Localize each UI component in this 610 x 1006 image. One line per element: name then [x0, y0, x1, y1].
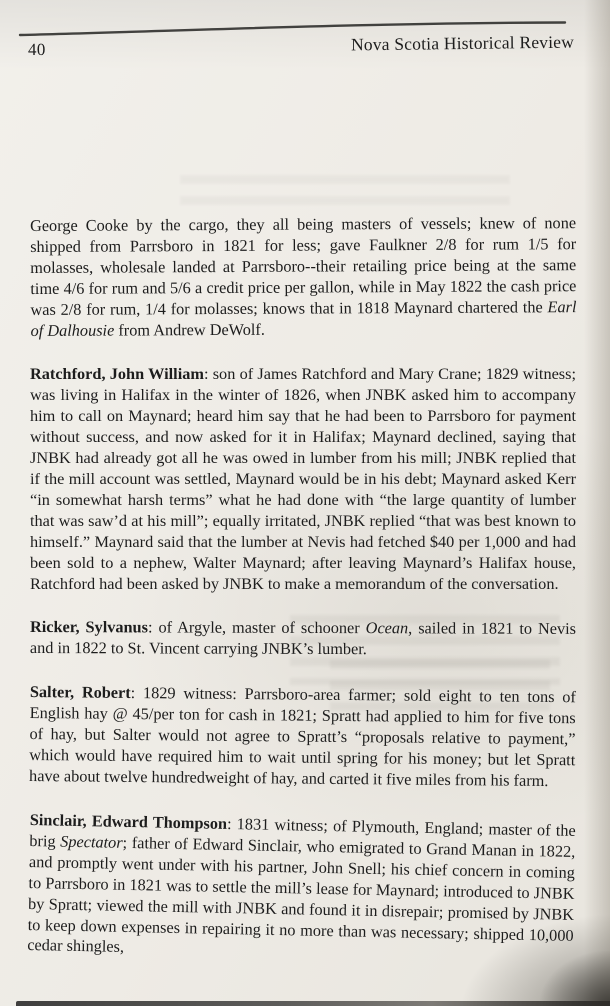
paragraph	[27, 810, 576, 967]
page-number: 40	[27, 39, 46, 60]
entry-name: Sinclair, Edward Thompson	[29, 809, 228, 833]
journal-title: Nova Scotia Historical Review	[350, 31, 575, 55]
entries	[27, 213, 577, 979]
entry-text: : son of James Ratchford and Mary Crane; 1829 witness; was living in Halifax in the winter of 1826, when JNBK asked him to accompany him to call on Maynard; heard him say that he had been to Parrsboro for payment without success, and now asked for it in Halifax; Maynard declined, saying that JNBK had already got all he was owed in lumber from his mill; JNBK replied that if the mill account was settled, Maynard would be in his debt; Maynard asked Kerr “in somewhat harsh terms” what he had done with “the large quantity of lumber that was saw’d at his mill”; equally irritated, JNBK replied “that was best known to himself.” Maynard said that the lumber at Nevis had fetched $40 per 1,000 and had been sold to a nephew, Walter Maynard; after leaving Maynard’s Halifax house, Ratchford had been asked by JNBK to make a memorandum of the conversation.	[30, 364, 577, 593]
entry-text: : 1831 witness; of Plymouth, England; master of the brig	[29, 813, 576, 851]
entry-text: George Cooke by the cargo, they all being masters of vessels; knew of none shipped from Parrsboro in 1821 for less; gave Faulkner 2/8 for rum 1/5 for molasses, wholesale landed at Parrsboro--their retailing price being at the same time 4/6 for rum and 5/6 a credit price per gallon, while in May 1822 the cash price was 2/8 for rum, 1/4 for molasses; knows that in 1818 Maynard chartered the	[30, 213, 577, 319]
show-through-ghosting	[180, 175, 510, 215]
entry-name: Ricker, Sylvanus	[29, 617, 149, 637]
italic-title: Ocean	[365, 618, 409, 638]
entry-text: from Andrew DeWolf.	[114, 319, 265, 340]
paragraph	[29, 682, 576, 792]
paragraph	[30, 213, 577, 341]
entry-text: : 1829 witness: Parrsboro-area farmer; sold eight to ten tons of English hay @ 45/per ton for cash in 1821; Spratt had applied to him for five tons of hay, but Salter would not agree to Spratt’s “proposals relative to payment,” which would have required him to wait until spring for his money; but let Spratt have about twelve hundredweight of hay, and carted it five miles from his farm.	[29, 683, 576, 790]
scan-corner-shadow	[540, 951, 610, 1006]
entry-text: ; father of Edward Sinclair, who emigrated to Grand Manan in 1822, and promptly went under with his partner, John Snell; his chief concern in coming to Parrsboro in 1821 was to settle the mill’s lease for Maynard; introduced to JNBK by Spratt; viewed the mill with JNBK and found it in disrepair; promised by JNBK to keep down expenses in repairing it no more than was necessary; shipped 10,000 cedar shingles,	[27, 832, 576, 957]
paragraph	[30, 364, 576, 594]
scan-bottom-edge	[16, 1001, 610, 1006]
entry-name: Salter, Robert	[29, 682, 131, 703]
italic-title: Spectator	[60, 831, 123, 852]
entry-text: , sailed in 1821 to Nevis and in 1822 to St. Vincent carrying JNBK’s lumber.	[29, 618, 576, 659]
entry-name: Ratchford, John William	[30, 364, 204, 384]
paragraph	[30, 617, 576, 661]
italic-title: Earl of Dalhousie	[30, 296, 577, 340]
entry-text: : of Argyle, master of schooner	[147, 617, 366, 638]
